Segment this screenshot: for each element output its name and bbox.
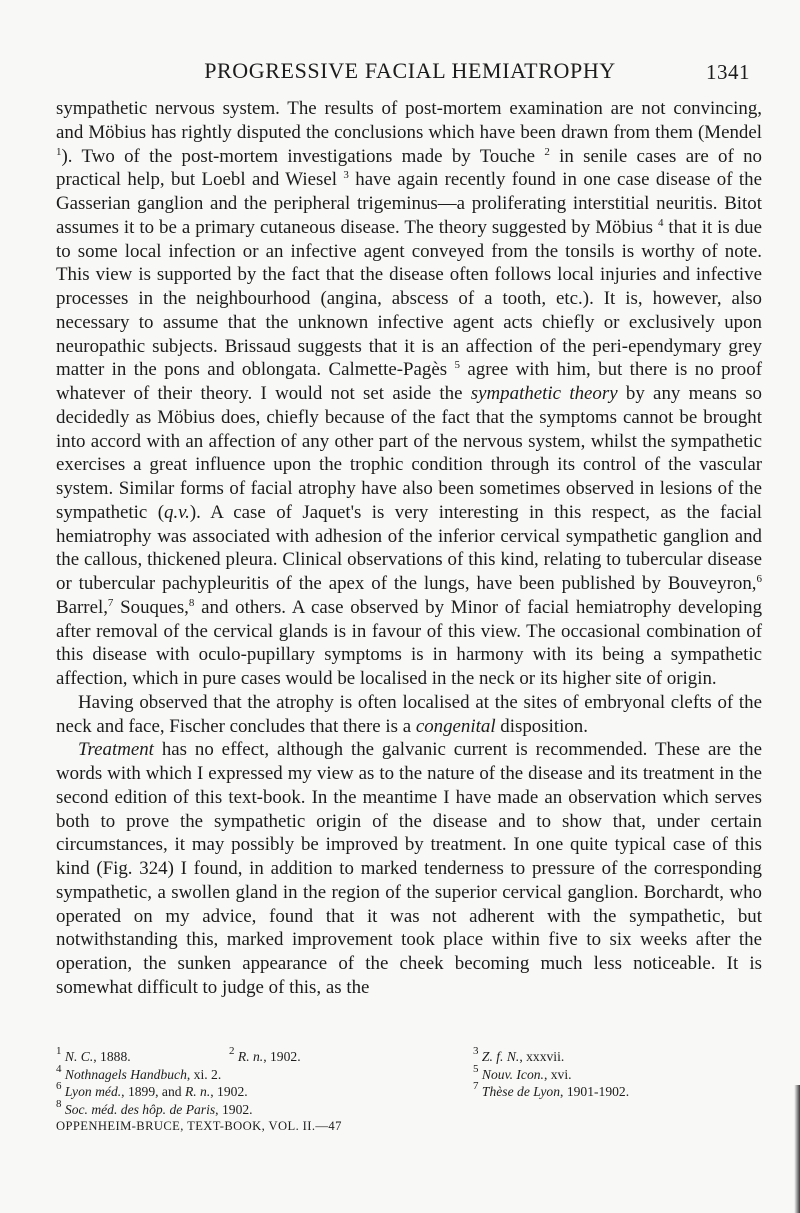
text-run: Souques,: [113, 596, 189, 618]
footnote-number: 5: [473, 1062, 479, 1075]
footnote-2: [229, 1045, 473, 1066]
footnote-detail: , xi. 2.: [186, 1066, 222, 1082]
footnote-ref-6: 6: [756, 573, 762, 585]
footnote-number: 6: [56, 1080, 62, 1092]
emphasis-treatment: Treatment: [78, 739, 154, 761]
footnote-row: [56, 1080, 762, 1101]
footnote-detail: , 1902.: [215, 1101, 253, 1117]
footnote-4: [56, 1062, 473, 1084]
signature-mark: —47: [315, 1119, 342, 1133]
emphasis-congenital: congenital: [415, 715, 496, 737]
footnote-source: Nothnagels Handbuch: [64, 1066, 187, 1082]
paragraph-3: [56, 738, 762, 999]
text-run: in senile cases are of no practical help, but Loebl and Wiesel: [56, 145, 762, 191]
footnote-ref-2: 2: [544, 145, 550, 158]
footnote-number: 4: [56, 1062, 62, 1075]
text-run: that it is due to some local infection or an infective agent conveyed from the tonsils is worthy of note. This view is supported by the fact that the disease often follows local injuries and infective processes in the neighbourhood (angina, abscess of a tooth, etc.). It is, however, also necessary to assume that the unknown infective agent acts chiefly or exclusively upon neuropathic subjects. Brissaud suggests that it is an affection of the peri-ependymary grey matter in the pons and oblongata. Calmette-Pagès: [56, 216, 762, 381]
footnote-ref-5: 5: [454, 359, 460, 372]
emphasis-sympathetic-theory: sympathetic theory: [470, 383, 618, 404]
paragraph-1: [56, 97, 762, 691]
paragraph-2: [56, 691, 762, 739]
footnote-detail: , 1899, and: [121, 1084, 185, 1099]
footnote-6: [56, 1080, 473, 1101]
footnote-number: 7: [473, 1080, 479, 1092]
footnote-number: 1: [56, 1045, 62, 1057]
footnote-7: [473, 1080, 762, 1101]
footnote-ref-1: 1: [56, 145, 62, 158]
body-text: [56, 97, 762, 1000]
text-run: Having observed that the atrophy is often localised at the sites of embryonal clefts of the neck and face, Fischer concludes that there is a: [56, 691, 762, 737]
page-edge-shadow: [794, 1085, 800, 1213]
footnote-ref-7: 7: [107, 596, 114, 609]
page-number: 1341: [706, 60, 750, 84]
footnote-number: 2: [229, 1045, 235, 1057]
footnote-source: N. C.: [64, 1049, 94, 1064]
text-run: ). A case of Jaquet's is very interesting in this respect, as the facial hemiatrophy was associated with adhesion of the inferior cervical sympathetic ganglion and the callous, thickened pleura. Clinical observations of this kind, relating to tubercular disease or tubercular pachypleuritis of the apex of the lungs, have been published by Bouveyron,: [56, 501, 762, 594]
imprint-title: OPPENHEIM-BRUCE, TEXT-BOOK, VOL. II.: [56, 1119, 316, 1133]
footnote-detail: , 1888.: [93, 1049, 131, 1064]
text-run: Barrel,: [56, 596, 108, 618]
text-run: disposition.: [495, 715, 588, 737]
footnote-detail: , xvi.: [543, 1066, 572, 1082]
text-run: ). Two of the post-mortem investigations made by Touche: [61, 145, 545, 167]
text-run: have again recently found in one case disease of the Gasserian ganglion and the peripheral trigeminus—a proliferating interstitial neuritis. Bitot assumes it to be a primary cutaneous disease. The theory suggested by Möbius: [56, 169, 762, 238]
footnotes: [56, 1045, 762, 1118]
footnote-ref-4: 4: [657, 216, 664, 229]
footnote-ref-8: 8: [188, 596, 195, 609]
footnote-source: Thèse de Lyon: [481, 1084, 561, 1099]
footnote-source: Nouv. Icon.: [481, 1066, 544, 1082]
footnote-source: R. n.: [237, 1049, 264, 1064]
emphasis-qv: q.v.: [164, 501, 190, 523]
footnote-row: [56, 1045, 762, 1066]
footnote-5: [473, 1062, 762, 1084]
printer-imprint: [56, 1119, 342, 1134]
footnote-ref-3: 3: [343, 169, 349, 182]
footnote-source: Lyon méd.: [64, 1084, 122, 1099]
text-run: sympathetic nervous system. The results of post-mortem examination are not convincing, and Möbius has rightly disputed the conclusions which have been drawn from them (Mendel: [56, 98, 762, 143]
footnote-detail: , 1902.: [263, 1049, 301, 1064]
footnote-detail: , 1902.: [210, 1084, 248, 1099]
running-head: [0, 58, 800, 88]
footnote-detail: , xxxvii.: [519, 1049, 565, 1064]
footnote-8: [56, 1097, 473, 1119]
footnote-source: R. n.: [184, 1084, 211, 1099]
footnote-row: [56, 1097, 762, 1119]
running-title: PROGRESSIVE FACIAL HEMIATROPHY: [204, 58, 616, 83]
footnote-1: [56, 1045, 229, 1066]
footnote-row: [56, 1062, 762, 1084]
text-run: has no effect, although the galvanic current is recommended. These are the words with which I expressed my view as to the nature of the disease and its treatment in the second edition of this text-book. In the meantime I have made an observation which serves both to prove the sympathetic origin of the disease and to show that, under certain circumstances, it may possibly be improved by treatment. In one quite typical case of this kind (Fig. 324) I found, in addition to marked tenderness to pressure of the corresponding sympathetic, a swollen gland in the region of the superior cervical ganglion. Borchardt, who operated on my advice, found that it was not adherent with the sympathetic, but notwithstanding this, marked improvement took place within five to six weeks after the operation, the sunken appearance of the cheek becoming much less noticeable. It is somewhat difficult to judge of this, as the: [56, 739, 762, 998]
footnote-source: Soc. méd. des hôp. de Paris: [64, 1101, 216, 1117]
text-run: by any means so decidedly as Möbius does, chiefly because of the fact that the symptoms cannot be brought into accord with an affection of any other part of the nervous system, whilst the sympathetic exercises a great influence upon the trophic condition through its control of the vascular system. Similar forms of facial atrophy have also been sometimes observed in lesions of the sympathetic (: [56, 383, 762, 523]
footnote-3: [473, 1045, 762, 1066]
text-run: agree with him, but there is no proof whatever of their theory. I would not set aside the: [56, 359, 762, 404]
footnote-number: 8: [56, 1097, 62, 1110]
text-run: and others. A case observed by Minor of facial hemiatrophy developing after removal of the cervical glands is in favour of this view. The occasional combination of this disease with oculo-pupillary symptoms is in harmony with its being a sympathetic affection, which in pure cases would be localised in the neck or its higher site of origin.: [56, 596, 763, 689]
footnote-source: Z. f. N.: [481, 1049, 520, 1064]
footnote-detail: , 1901-1902.: [560, 1084, 630, 1099]
footnote-number: 3: [473, 1045, 479, 1057]
